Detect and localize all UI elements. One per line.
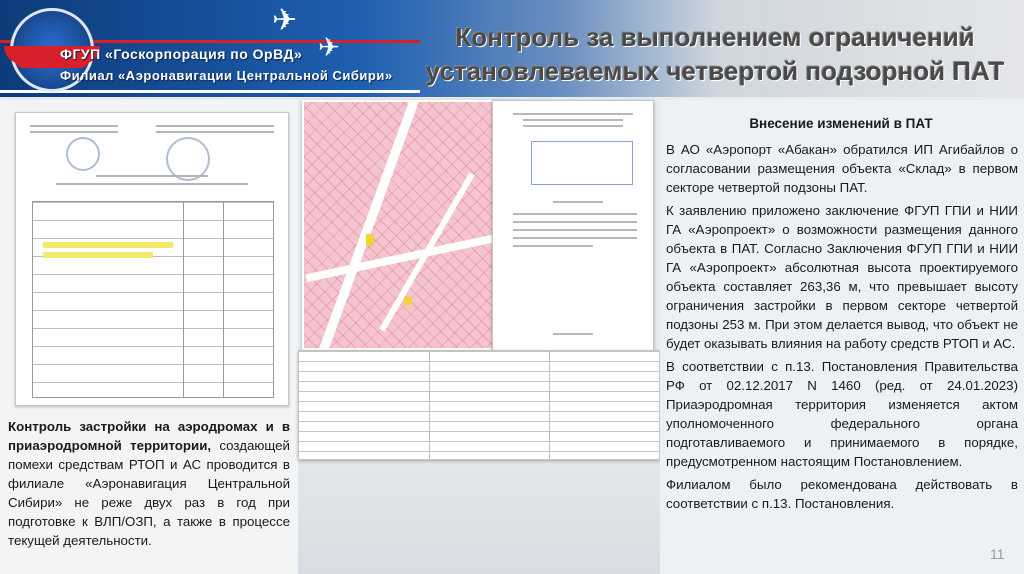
highlight-mark bbox=[43, 242, 173, 248]
right-heading: Внесение изменений в ПАТ bbox=[749, 116, 933, 131]
right-paragraph: В соответствии с п.13. Постановления Правительства РФ от 02.12.2017 N 1460 (ред. от 24.01.2023) Приаэродромная территория изменяется актом уполномоченного федерального органа подготавливаемого и принимаемого в порядке, предусмотренном настоящим Постановлением. bbox=[666, 359, 1018, 469]
map-object-marker bbox=[404, 297, 412, 305]
brand-name: ФГУП «Госкорпорация по ОрВД» bbox=[60, 46, 303, 62]
page-number: 11 bbox=[990, 546, 1005, 562]
stamp-icon bbox=[66, 137, 100, 171]
stamp-icon bbox=[531, 141, 633, 185]
brand-branch: Филиал «Аэронавигации Центральной Сибири» bbox=[60, 68, 393, 83]
right-paragraph: К заявлению приложено заключение ФГУП ГПИ и НИИ ГА «Аэропроект» о возможности размещения данного объекта в ПАТ. Согласно Заключения ФГУП ГПИ и НИИ ГА «Аэропроект» абсолютная высота проектируемого объекта составляет 263,36 м, что превышает высоту ограничения застройки в первом секторе четвертой подзоны 253 м. При этом делается вывод, что объект не будет оказывать влияния на работу средств РТОП и АС. bbox=[666, 203, 1018, 351]
left-description-bold: Контроль застройки на аэродромах и в приаэродромной территории, bbox=[8, 419, 290, 453]
form-scan-image bbox=[298, 350, 660, 460]
left-description-rest: создающей помехи средствам РТОП и АС проводится в филиале «Аэронавигация Центральной Сибири» не реже двух раз в год при подготовке к ВЛП/ОЗП, а также в процессе текущей деятельности. bbox=[8, 438, 290, 548]
letter-scan-image bbox=[492, 100, 654, 352]
map-image bbox=[302, 100, 520, 350]
document-table bbox=[32, 201, 274, 398]
slide-title-line1: Контроль за выполнением ограничений bbox=[455, 22, 975, 52]
slide-title-line2: установлеваемых четвертой подзорной ПАТ bbox=[425, 56, 1005, 86]
right-paragraph: Филиалом было рекомендована действовать в соответствии с п.13. Постановления. bbox=[666, 477, 1018, 511]
map-object-marker bbox=[366, 234, 374, 246]
middle-background bbox=[298, 460, 660, 574]
left-description bbox=[8, 417, 290, 550]
slide-title bbox=[420, 20, 1010, 88]
right-paragraph: В АО «Аэропорт «Абакан» обратился ИП Агибайлов о согласовании размещения объекта «Склад» в первом секторе четвертой подзоны ПАТ. bbox=[666, 142, 1018, 195]
right-body bbox=[666, 140, 1018, 517]
airplane-icon: ✈ bbox=[318, 32, 340, 62]
highlight-mark bbox=[43, 252, 153, 258]
document-scan-image bbox=[15, 112, 289, 406]
header-banner bbox=[0, 0, 1024, 97]
airplane-icon: ✈ bbox=[272, 4, 298, 37]
